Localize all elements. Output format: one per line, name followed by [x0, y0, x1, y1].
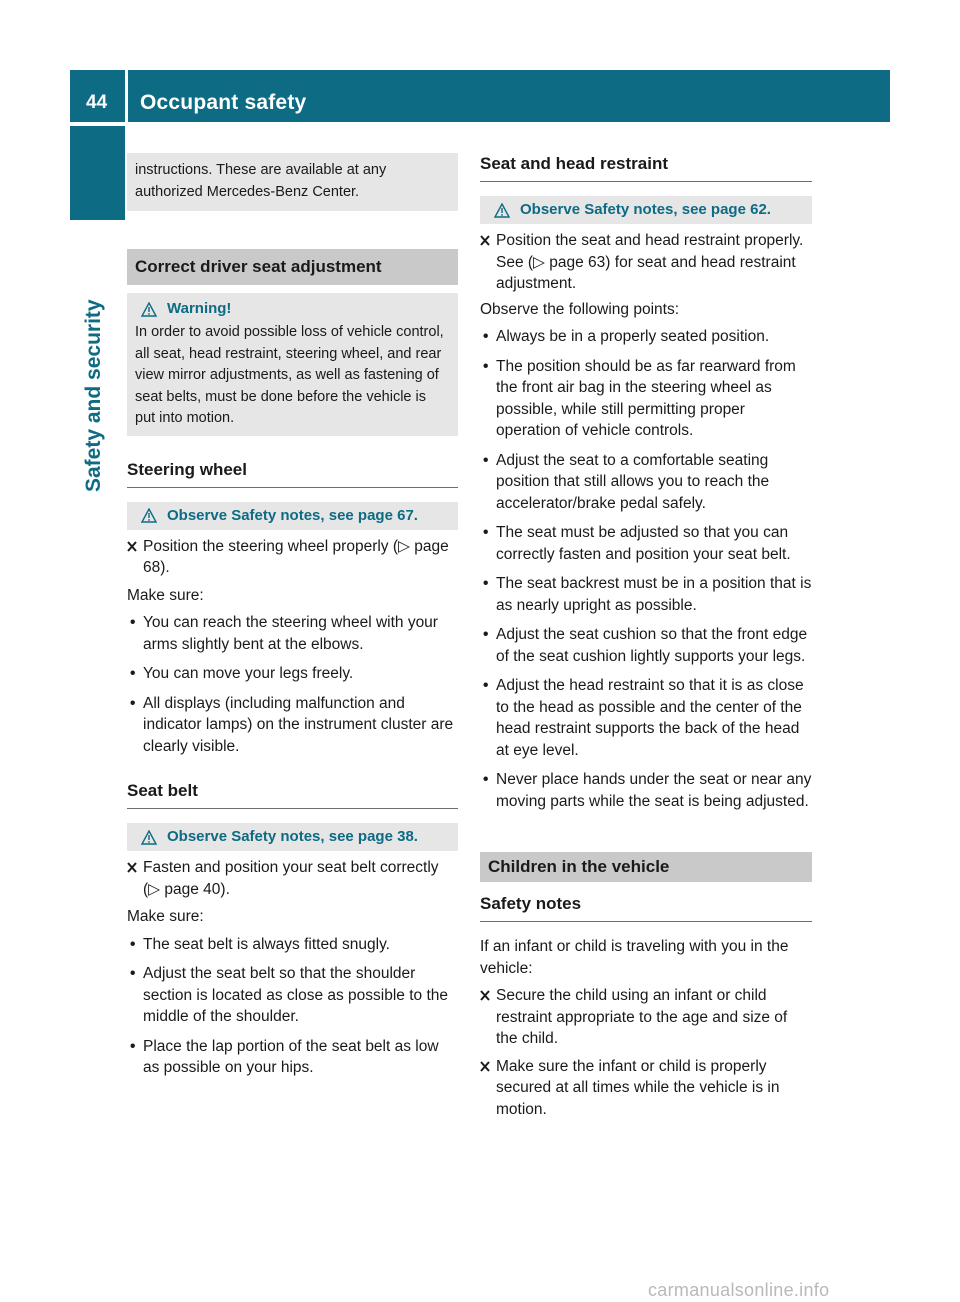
warning-triangle-icon — [494, 203, 510, 218]
heading-seat-head-restraint: Seat and head restraint — [480, 154, 812, 182]
belt-step — [127, 857, 458, 900]
page-number-box — [70, 70, 125, 122]
warning-triangle-icon — [141, 302, 157, 317]
steering-step-text: Position the steering wheel properly (▷ page 68). — [143, 537, 449, 576]
belt-bullets — [127, 934, 458, 1079]
bullet-icon: • — [130, 694, 136, 712]
warning-title-text: Warning! — [167, 300, 232, 317]
list-item: • Place the lap portion of the seat belt as low as possible on your hips. — [127, 1036, 458, 1079]
left-column — [127, 150, 458, 1079]
belt-note-text: Observe Safety notes, see page 38. — [167, 828, 418, 845]
belt-step-text: Fasten and position your seat belt correctly (▷ page 40). — [143, 859, 439, 898]
steering-note-box — [127, 502, 458, 530]
section-title-driver-seat: Correct driver seat adjustment — [127, 249, 458, 285]
list-item: • You can move your legs freely. — [127, 663, 458, 685]
bullet-icon: • — [483, 771, 489, 788]
bullet-icon: • — [483, 357, 489, 375]
steering-note — [135, 505, 450, 527]
belt-note-box — [127, 823, 458, 851]
seat-observe: Observe the following points: — [480, 300, 680, 318]
bullet-icon: • — [483, 524, 489, 541]
belt-make-sure: Make sure: — [127, 908, 204, 925]
continued-note-box — [127, 153, 458, 211]
list-item: • Never place hands under the seat or near any moving parts while the seat is being adjusted. — [480, 769, 812, 812]
list-item: • The seat belt is always fitted snugly. — [127, 934, 458, 956]
warning-title — [135, 298, 450, 320]
children-intro: If an infant or child is traveling with you in the vehicle: — [480, 938, 789, 977]
bullet-icon: • — [483, 677, 489, 694]
list-item: • Adjust the head restraint so that it is as close to the head as possible and the center of the head restraint supports the back of the head at eye level. — [480, 675, 812, 761]
warning-triangle-icon — [141, 830, 157, 845]
section-title-children: Children in the vehicle — [480, 852, 812, 882]
step-arrow-icon — [480, 1056, 496, 1079]
children-step-2-text: Make sure the infant or child is properly secured at all times while the vehicle is in motion. — [496, 1057, 780, 1118]
steering-step — [127, 536, 458, 579]
children-step-1-text: Secure the child using an infant or child restraint appropriate to the age and size of the child. — [496, 987, 788, 1047]
continued-note-text: instructions. These are available at any authorized Mercedes-Benz Center. — [135, 162, 387, 200]
page-title: Occupant safety — [140, 91, 307, 114]
warning-text: In order to avoid possible loss of vehicle control, all seat, head restraint, steering wheel, and rear view mirror adjustments, as well as fastening of seat belts, must be done before the vehicle is put into motion. — [135, 324, 444, 426]
bullet-icon: • — [130, 965, 136, 982]
header-bar — [128, 70, 890, 122]
list-item: • Adjust the seat to a comfortable seating position that still allows you to reach the accelerator/brake pedal safely. — [480, 450, 812, 515]
seat-note-text: Observe Safety notes, see page 62. — [520, 201, 771, 218]
list-item: • You can reach the steering wheel with your arms slightly bent at the elbows. — [127, 612, 458, 655]
list-item: • All displays (including malfunction and indicator lamps) on the instrument cluster are clearly visible. — [127, 693, 458, 758]
seat-step — [480, 230, 812, 295]
step-arrow-icon — [480, 985, 496, 1008]
warning-box — [127, 293, 458, 436]
steering-bullets — [127, 612, 458, 757]
list-item: • Adjust the seat cushion so that the front edge of the seat cushion lightly supports your legs. — [480, 624, 812, 667]
step-arrow-icon — [127, 536, 143, 559]
seat-note — [488, 199, 804, 221]
heading-steering-wheel: Steering wheel — [127, 460, 458, 488]
seat-note-box — [480, 196, 812, 224]
step-arrow-icon — [127, 857, 143, 880]
right-column — [480, 150, 812, 1120]
belt-note — [135, 826, 450, 848]
bullet-icon: • — [130, 614, 136, 631]
bullet-icon: • — [130, 1037, 136, 1055]
list-item: • Always be in a properly seated position. — [480, 326, 812, 348]
step-arrow-icon — [480, 230, 496, 253]
bullet-icon: • — [483, 626, 489, 643]
heading-seat-belt: Seat belt — [127, 781, 458, 809]
children-step-2 — [480, 1056, 812, 1121]
steering-note-text: Observe Safety notes, see page 67. — [167, 506, 418, 524]
bullet-icon: • — [130, 665, 136, 682]
heading-safety-notes: Safety notes — [480, 894, 812, 922]
list-item: • The seat must be adjusted so that you can correctly fasten and position your seat belt. — [480, 522, 812, 565]
watermark: carmanualsonline.info — [648, 1280, 830, 1300]
warning-triangle-icon — [141, 508, 157, 523]
list-item: • Adjust the seat belt so that the shoulder section is located as close as possible to the middle of the shoulder. — [127, 963, 458, 1028]
list-item: • The seat backrest must be in a position that is as nearly upright as possible. — [480, 573, 812, 616]
bullet-icon: • — [483, 328, 489, 345]
list-item: • The position should be as far rearward from the front air bag in the steering wheel as possible, while still permitting proper operation of vehicle controls. — [480, 356, 812, 442]
seat-step-text: Position the seat and head restraint properly. See (▷ page 63) for seat and head restraint adjustment. — [496, 232, 804, 292]
bullet-icon: • — [483, 575, 489, 592]
side-tab-label: Safety and security — [82, 299, 105, 492]
children-step-1 — [480, 985, 812, 1050]
page-number: 44 — [86, 92, 108, 113]
bullet-icon: • — [130, 935, 136, 953]
bullet-icon: • — [483, 451, 489, 469]
steering-make-sure: Make sure: — [127, 586, 204, 604]
seat-bullets — [480, 326, 812, 812]
side-tab-block — [70, 126, 125, 220]
